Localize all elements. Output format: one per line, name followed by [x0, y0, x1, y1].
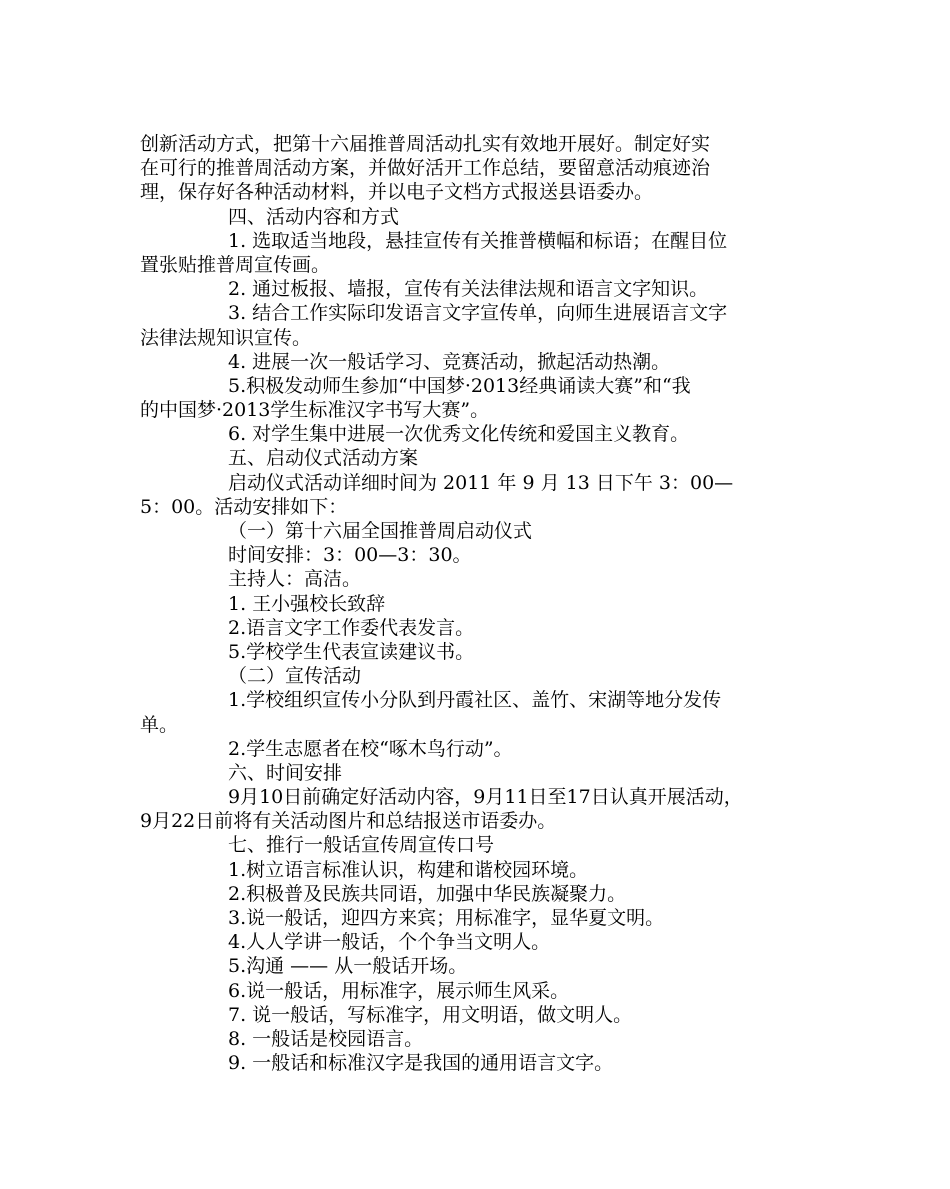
text-line: 3.说一般话，迎四方来宾；用标准字，显华夏文明。: [228, 907, 665, 929]
text-line: 创新活动方式，把第十六届推普周活动扎实有效地开展好。制定好实: [140, 133, 711, 155]
text-line: 6. 对学生集中进展一次优秀文化传统和爱国主义教育。: [228, 423, 690, 446]
text-line: 7. 说一般话，写标准字，用文明语，做文明人。: [228, 1003, 633, 1026]
text-line: 法律法规知识宣传。: [140, 326, 312, 349]
text-line: 4.人人学讲一般话，个个争当文明人。: [228, 931, 551, 954]
text-line: 1. 王小强校长致辞: [228, 592, 386, 615]
text-line: 2. 通过板报、墙报，宣传有关法律法规和语言文字知识。: [228, 278, 709, 301]
text-line: 主持人：高洁。: [228, 568, 362, 591]
text-line: （一）第十六届全国推普周启动仪式: [228, 520, 533, 542]
text-line: 六、时间安排: [228, 761, 343, 784]
text-line: 的中国梦·2013学生标准汉字书写大赛”。: [140, 399, 490, 422]
text-line: 4. 进展一次一般话学习、竞赛活动，掀起活动热潮。: [228, 350, 671, 373]
text-line: 2.语言文字工作委代表发言。: [228, 616, 475, 639]
text-line: 置张贴推普周宣传画。: [140, 253, 331, 276]
text-line: 理，保存好各种活动材料，并以电子文档方式报送县语委办。: [140, 181, 654, 204]
text-line: 启动仪式活动详细时间为 2011 年 9 月 13 日下午 3：00—: [228, 471, 734, 494]
text-line: 5.沟通 —— 从一般话开场。: [228, 955, 468, 978]
document-page: [140, 132, 830, 1075]
text-line: 2.积极普及民族共同语，加强中华民族凝聚力。: [228, 882, 627, 905]
text-line: 1.学校组织宣传小分队到丹霞社区、盖竹、宋湖等地分发传: [228, 689, 722, 712]
text-line: 七、推行一般话宣传周宣传口号: [228, 834, 495, 857]
text-line: 单。: [140, 713, 179, 736]
text-line: 3. 结合工作实际印发语言文字宣传单，向师生进展语言文字: [228, 302, 728, 325]
text-line: 在可行的推普周活动方案，并做好活开工作总结，要留意活动痕迹治: [140, 157, 711, 180]
text-line: 1.树立语言标准认识，构建和谐校园环境。: [228, 858, 589, 881]
text-line: 8. 一般话是校园语言。: [228, 1027, 424, 1050]
text-line: 时间安排：3：00—3：30。: [228, 544, 472, 567]
text-line: 四、活动内容和方式: [228, 205, 400, 228]
text-line: 6.说一般话，用标准字，展示师生风采。: [228, 979, 570, 1002]
text-line: 2.学生志愿者在校“啄木鸟行动”。: [228, 737, 513, 760]
text-line: 5：00。活动安排如下：: [140, 495, 348, 518]
text-line: 五、启动仪式活动方案: [228, 447, 419, 470]
text-line: 9月10日前确定好活动内容，9月11日至17日认真开展活动，: [228, 786, 743, 809]
text-line: 9. 一般话和标准汉字是我国的通用语言文字。: [228, 1052, 614, 1075]
text-line: 1. 选取适当地段，悬挂宣传有关推普横幅和标语；在醒目位: [228, 229, 728, 252]
text-line: 9月22日前将有关活动图片和总结报送市语委办。: [140, 810, 557, 833]
text-line: （二）宣传活动: [228, 665, 362, 688]
text-line: 5.学校学生代表宣读建议书。: [228, 640, 475, 663]
text-line: 5.积极发动师生参加“中国梦·2013经典诵读大赛”和“我: [228, 374, 691, 397]
